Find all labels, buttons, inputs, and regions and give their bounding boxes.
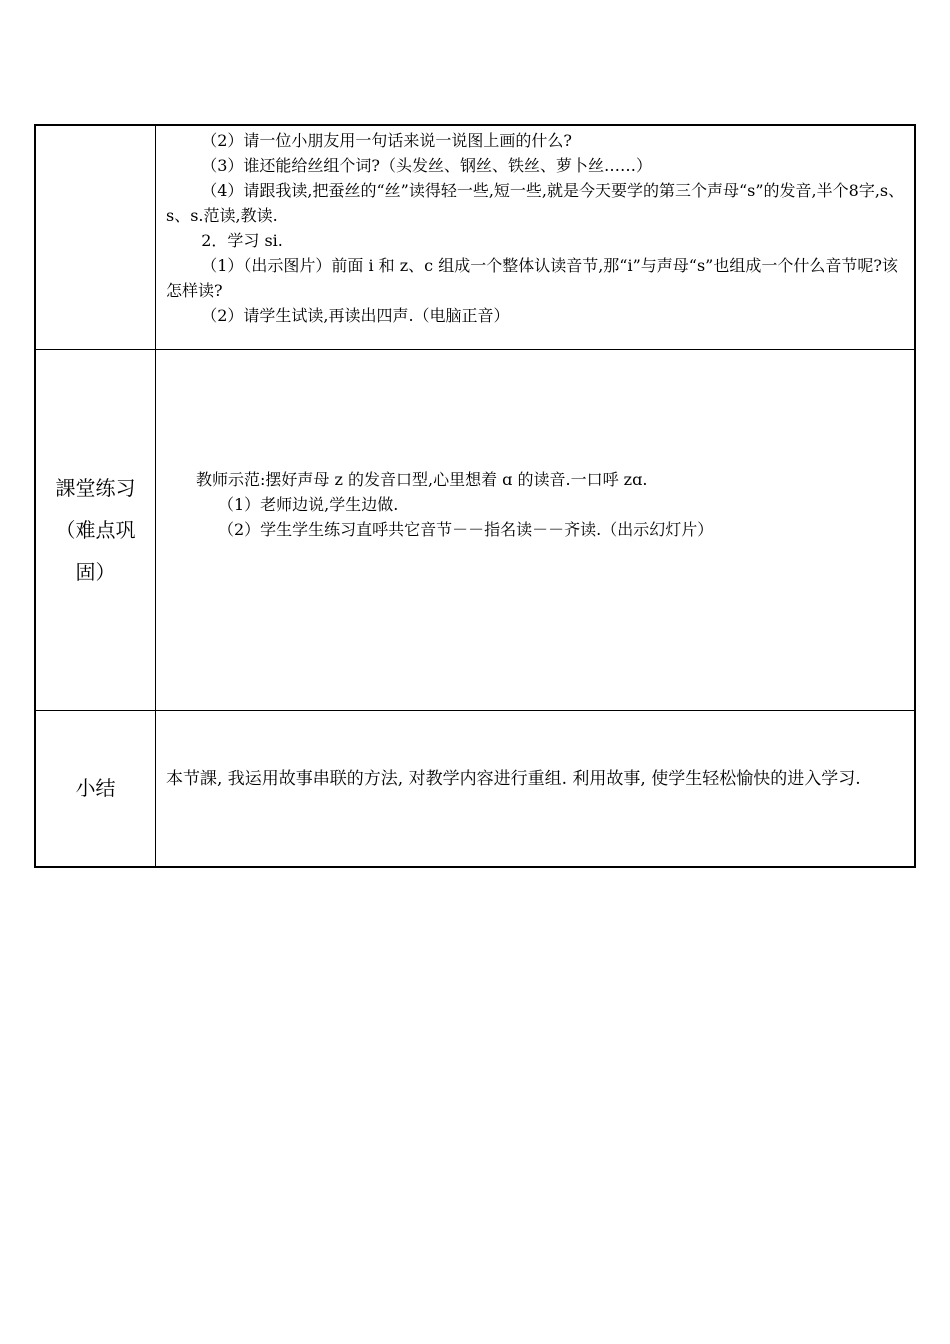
practice-label (35, 349, 156, 710)
step-line: （3）谁还能给丝组个词?（头发丝、钢丝、铁丝、萝卜丝……） (201, 156, 652, 175)
practice-label-line: （难点巩 (55, 517, 136, 542)
practice-item: （1）老师边说,学生边做. (218, 494, 399, 514)
step-line: （2）请一位小朋友用一句话来说一说图上画的什么? (201, 131, 572, 150)
teaching-steps-cell (156, 125, 916, 349)
lesson-plan-table (34, 124, 916, 868)
practice-item: （2）学生学生练习直呼共它音节－－指名读－－齐读.（出示幻灯片） (218, 519, 714, 539)
row-label-empty (35, 125, 156, 349)
summary-label: 小结 (35, 710, 156, 867)
table-row (35, 349, 915, 710)
table-row (35, 125, 915, 349)
practice-label-line: 課堂练习 (55, 475, 136, 500)
step-line: （4）请跟我读,把蚕丝的“丝”读得轻一些,短一些,就是今天要学的第三个声母“s”的发音,半个8字,s、s、s.范读,教读. (166, 181, 905, 225)
practice-intro: 教师示范:摆好声母 z 的发音口型,心里想着 ɑ 的读音.一口呼 zɑ. (196, 469, 648, 489)
step-line: （1）（出示图片）前面 i 和 z、c 组成一个整体认读音节,那“i”与声母“s”也组成一个什么音节呢?该怎样读? (166, 256, 898, 300)
step-line: （2）请学生试读,再读出四声.（电脑正音） (201, 306, 510, 325)
practice-label-line: 固） (75, 559, 116, 584)
step-line: 2．学习 si. (201, 231, 283, 250)
table-row (35, 710, 915, 867)
summary-text: 本节課, 我运用故事串联的方法, 对教学内容进行重组. 利用故事, 使学生轻松愉快的进入学习. (156, 710, 916, 867)
practice-content-cell (156, 349, 916, 710)
